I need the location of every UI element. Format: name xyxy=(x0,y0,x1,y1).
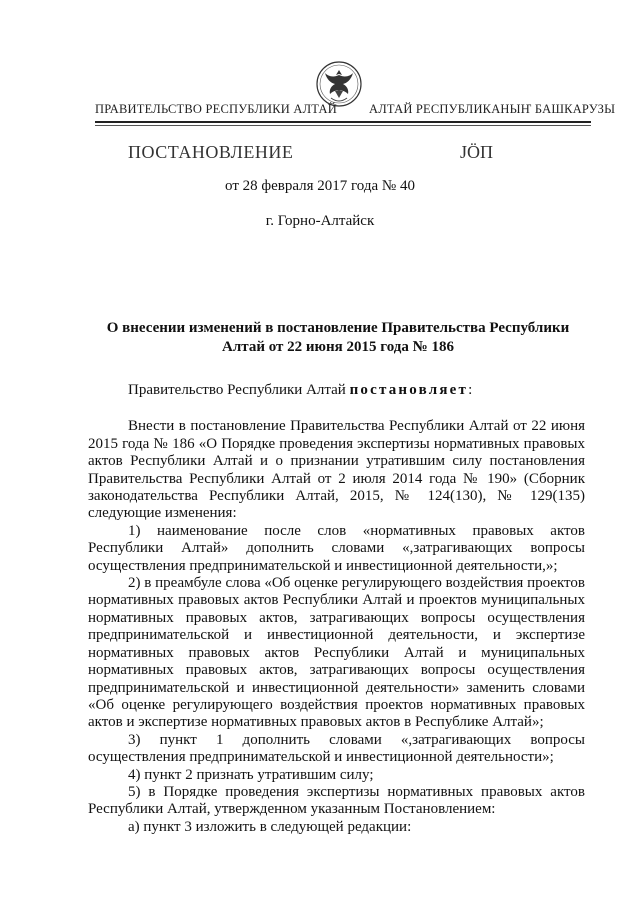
government-name-altai: АЛТАЙ РЕСПУБЛИКАНЫҤ БАШКАРУЗЫ xyxy=(369,102,616,116)
doc-type-altai: ЈӦП xyxy=(460,142,494,162)
government-prefix: Правительство Республики Алтай xyxy=(128,382,350,398)
decree-date-number: от 28 февраля 2017 года № 40 xyxy=(225,178,415,194)
body-paragraph: а) пункт 3 изложить в следующей редакции: xyxy=(128,818,412,835)
body-paragraph: 5) в Порядке проведения экспертизы нормативных правовых актов Республики Алтай, утвержденном указанным Постановлением: xyxy=(88,783,585,818)
body-paragraph: 4) пункт 2 признать утратившим силу; xyxy=(128,766,374,783)
body-paragraph: Внести в постановление Правительства Республики Алтай от 22 июня 2015 года № 186 «О Порядке проведения экспертизы нормативных правовых актов Республики Алтай и о признании утратившим силу постановления Правительства Республики Алтай от 2 июля 2014 года № 190» (Сборник законодательства Республики Алтай, 2015, № 124(130), № 129(135) следующие изменения: xyxy=(88,418,585,522)
header-rule-thin xyxy=(95,125,591,126)
body-paragraph: 3) пункт 1 дополнить словами «,затрагивающих вопросы осуществления предпринимательской и инвестиционной деятельности»; xyxy=(88,731,585,766)
doc-type-russian: ПОСТАНОВЛЕНИЕ xyxy=(128,142,294,162)
decree-preamble xyxy=(88,382,585,399)
body-paragraph: 1) наименование после слов «нормативных правовых актов Республики Алтай» дополнить словами «,затрагивающих вопросы осуществления предпринимательской и инвестиционной деятельности,»; xyxy=(88,522,585,574)
coat-of-arms-icon xyxy=(315,60,363,108)
header-rule-thick xyxy=(95,121,591,123)
decree-word: постановляет xyxy=(349,382,469,398)
decree-title: О внесении изменений в постановление Правительства Республики Алтай от 22 июня 2015 года № 186 xyxy=(106,320,570,355)
government-name-russian: ПРАВИТЕЛЬСТВО РЕСПУБЛИКИ АЛТАЙ xyxy=(95,102,337,116)
decree-city: г. Горно-Алтайск xyxy=(265,213,375,229)
body-paragraph: 2) в преамбуле слова «Об оценке регулирующего воздействия проектов нормативных правовых актов Республики Алтай и проектов муниципальных нормативных правовых актов, затрагивающих вопросы осуществления предпринимательской и инвестиционной деятельности, и экспертизе нормативных правовых актов Республики Алтай и муниципальных нормативных правовых актов, затрагивающих вопросы осуществления предпринимательской и инвестиционной деятельности» заменить словами «Об оценке регулирующего воздействия проектов нормативных правовых актов и экспертизе нормативных правовых актов в Республике Алтай»; xyxy=(88,575,585,731)
decree-body xyxy=(88,382,585,836)
decree-suffix: : xyxy=(468,382,473,398)
